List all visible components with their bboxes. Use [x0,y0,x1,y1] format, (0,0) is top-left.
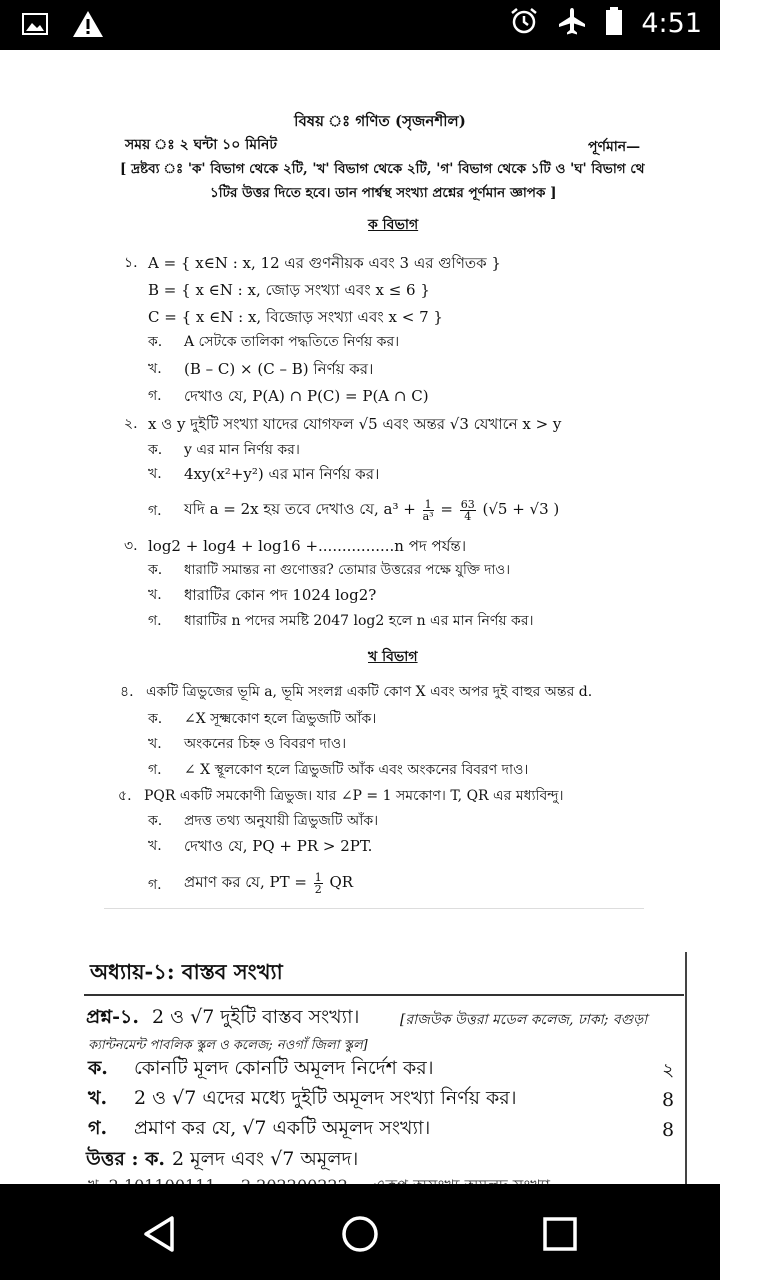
q1-line2: B = { x ∈N : x, জোড় সংখ্যা এবং x ≤ 6 } [148,281,430,299]
q5-b-text: দেখাও যে, PQ + PR > 2PT. [184,837,373,855]
q1-a-text: A সেটকে তালিকা পদ্ধতিতে নির্ণয় কর। [184,334,400,350]
q5-c-fraction-den: 2 [314,882,322,896]
q5-b-label: খ. [148,838,162,854]
q4-c-text: ∠ X স্থূলকোণ হলে ত্রিভুজটি আঁক এবং অংকনের বিবরণ দাও। [184,762,529,778]
chapter-answer-text: 2 মূলদ এবং √7 অমূলদ। [172,1148,359,1170]
exam-note-line2: ১টির উত্তর দিতে হবে। ডান পার্শ্বস্থ সংখ্যা প্রশ্নের পূর্ণমান জ্ঞাপক ] [210,185,557,201]
q5-a-text: প্রদত্ত তথ্য অনুযায়ী ত্রিভুজটি আঁক। [184,813,379,829]
exam-full-marks: পূর্ণমান— [588,139,641,155]
q4-c-label: গ. [148,762,162,778]
exam-note-line1: [ দ্রষ্টব্য ঃ 'ক' বিভাগ থেকে ২টি, 'খ' বিভাগ থেকে ২টি, 'গ' বিভাগ থেকে ১টি ও 'ঘ' বিভাগ থে [120,161,645,177]
q2-c-equals: = [440,500,453,518]
q1-c-text: দেখাও যে, P(A) ∩ P(C) = P(A ∩ C) [184,387,429,405]
q2-c-expression [184,494,559,524]
chapter-item-text: 2 ও √7 এদের মধ্যে দুইটি অমূলদ সংখ্যা নির্ণয় কর। [134,1087,517,1109]
q5-c-expression [184,867,353,897]
q2-b-text: 4xy(x²+y²) এর মান নির্ণয় কর। [184,465,380,483]
q2-c-label: গ. [148,503,162,519]
chapter-question-source2: ক্যান্টনমেন্ট পাবলিক স্কুল ও কলেজ; নওগাঁ জিলা স্কুল] [88,1038,368,1053]
chapter-item-text: প্রমাণ কর যে, √7 একটি অমূলদ সংখ্যা। [134,1117,431,1139]
q2-a-label: ক. [148,442,163,458]
q2-c-fraction1-den: a³ [422,509,434,523]
q2-c-prefix: যদি a = 2x হয় তবে দেখাও যে, a³ + [184,500,416,518]
chapter-item-marks: ২ [662,1059,675,1081]
q1-line3: C = { x ∈N : x, বিজোড় সংখ্যা এবং x < 7 } [148,308,443,326]
q3-c-label: গ. [148,613,162,629]
q5-stem: PQR একটি সমকোণী ত্রিভুজ। যার ∠P = 1 সমকোণ। T, QR এর মধ্যবিন্দু। [144,788,564,804]
chapter-item-label: গ. [88,1117,108,1139]
alarm-icon [509,6,539,40]
q5-c-label: গ. [148,877,162,893]
home-circle-icon [340,1214,380,1254]
chapter-item-text: কোনটি মূলদ কোনটি অমূলদ নির্দেশ কর। [134,1057,434,1079]
page-right-border [685,952,687,1184]
q5-c-prefix: প্রমাণ কর যে, PT = [184,873,307,891]
q1-a-label: ক. [148,334,163,350]
q3-b-label: খ. [148,587,162,603]
warning-notification-icon [72,10,104,42]
q1-c-label: গ. [148,388,162,404]
gallery-notification-icon [22,13,48,39]
q4-b-text: অংকনের চিহ্ন ও বিবরণ দাও। [184,736,347,752]
q3-a-label: ক. [148,562,163,578]
q5-c-suffix: QR [329,873,354,891]
chapter-question-source1: [রাজউক উত্তরা মডেল কলেজ, ঢাকা; বগুড়া [400,1012,648,1028]
q2-c-fraction2 [460,499,476,522]
q4-a-text: ∠X সূক্ষ্মকোণ হলে ত্রিভুজটি আঁক। [184,711,377,727]
q4-stem: একটি ত্রিভুজের ভূমি a, ভূমি সংলগ্ন একটি কোণ X এবং অপর দুই বাহুর অন্তর d. [146,684,593,700]
chapter-item-marks: 8 [662,1089,675,1111]
chapter-question-label: প্রশ্ন-১. [86,1006,139,1028]
airplane-mode-icon [557,6,587,40]
q1-line1: A = { x∈N : x, 12 এর গুণনীয়ক এবং 3 এর গুণিতক } [148,254,501,272]
q2-c-fraction1 [423,499,434,522]
q2-c-suffix: (√5 + √3 ) [482,500,560,518]
clock-time: 4:51 [641,7,702,39]
q3-stem: log2 + log4 + log16 +................n পদ পর্যন্ত। [148,537,467,555]
exam-time: সময় ঃ ২ ঘন্টা ১০ মিনিট [125,137,277,153]
q5-c-fraction-num: 1 [314,870,322,884]
q1-b-label: খ. [148,361,162,377]
q2-c-fraction1-num: 1 [424,497,432,511]
q1-b-text: (B – C) × (C – B) নির্ণয় কর। [184,360,374,378]
document-viewer[interactable] [0,50,720,1184]
section-kha-heading: খ বিভাগ [368,649,418,665]
chapter-item-label: ক. [88,1057,108,1079]
navigation-bar [0,1184,720,1280]
chapter-question-text: 2 ও √7 দুইটি বাস্তব সংখ্যা। [152,1006,360,1028]
q3-c-text: ধারাটির n পদের সমষ্টি 2047 log2 হলে n এর মান নির্ণয় কর। [184,613,534,629]
home-button[interactable] [332,1206,388,1262]
q5-number: ৫. [118,788,132,804]
back-triangle-icon [140,1214,180,1254]
battery-icon [605,6,623,40]
chapter-title-rule [84,994,684,996]
q4-a-label: ক. [148,711,163,727]
status-bar [0,0,720,50]
chapter-title: অধ্যায়-১: বাস্তব সংখ্যা [90,959,283,984]
section-ka-heading: ক বিভাগ [368,217,419,233]
q2-number: ২. [124,416,138,432]
back-button[interactable] [132,1206,188,1262]
q2-b-label: খ. [148,466,162,482]
q3-b-text: ধারাটির কোন পদ 1024 log2? [184,586,377,604]
chapter-item-label: খ. [88,1087,108,1109]
recents-square-icon [540,1214,580,1254]
q2-c-fraction2-den: 4 [464,509,472,523]
q4-b-label: খ. [148,736,162,752]
recents-button[interactable] [532,1206,588,1262]
chapter-item-marks: 8 [662,1119,675,1141]
q3-number: ৩. [124,538,138,554]
q4-number: ৪. [120,684,134,700]
page-bottom-edge [104,908,644,909]
chapter-answer-label: উত্তর : ক. [86,1148,165,1170]
q2-stem: x ও y দুইটি সংখ্যা যাদের যোগফল √5 এবং অন্তর √3 যেখানে x > y [148,415,562,433]
q1-number: ১. [124,255,138,271]
q2-c-fraction2-num: 63 [460,497,475,511]
q5-a-label: ক. [148,813,163,829]
exam-subject: বিষয় ঃ গণিত (সৃজনশীল) [294,112,466,130]
q3-a-text: ধারাটি সমান্তর না গুণোত্তর? তোমার উত্তরের পক্ষে যুক্তি দাও। [184,562,511,578]
q2-a-text: y এর মান নির্ণয় কর। [184,442,300,458]
q5-c-fraction [314,872,323,895]
